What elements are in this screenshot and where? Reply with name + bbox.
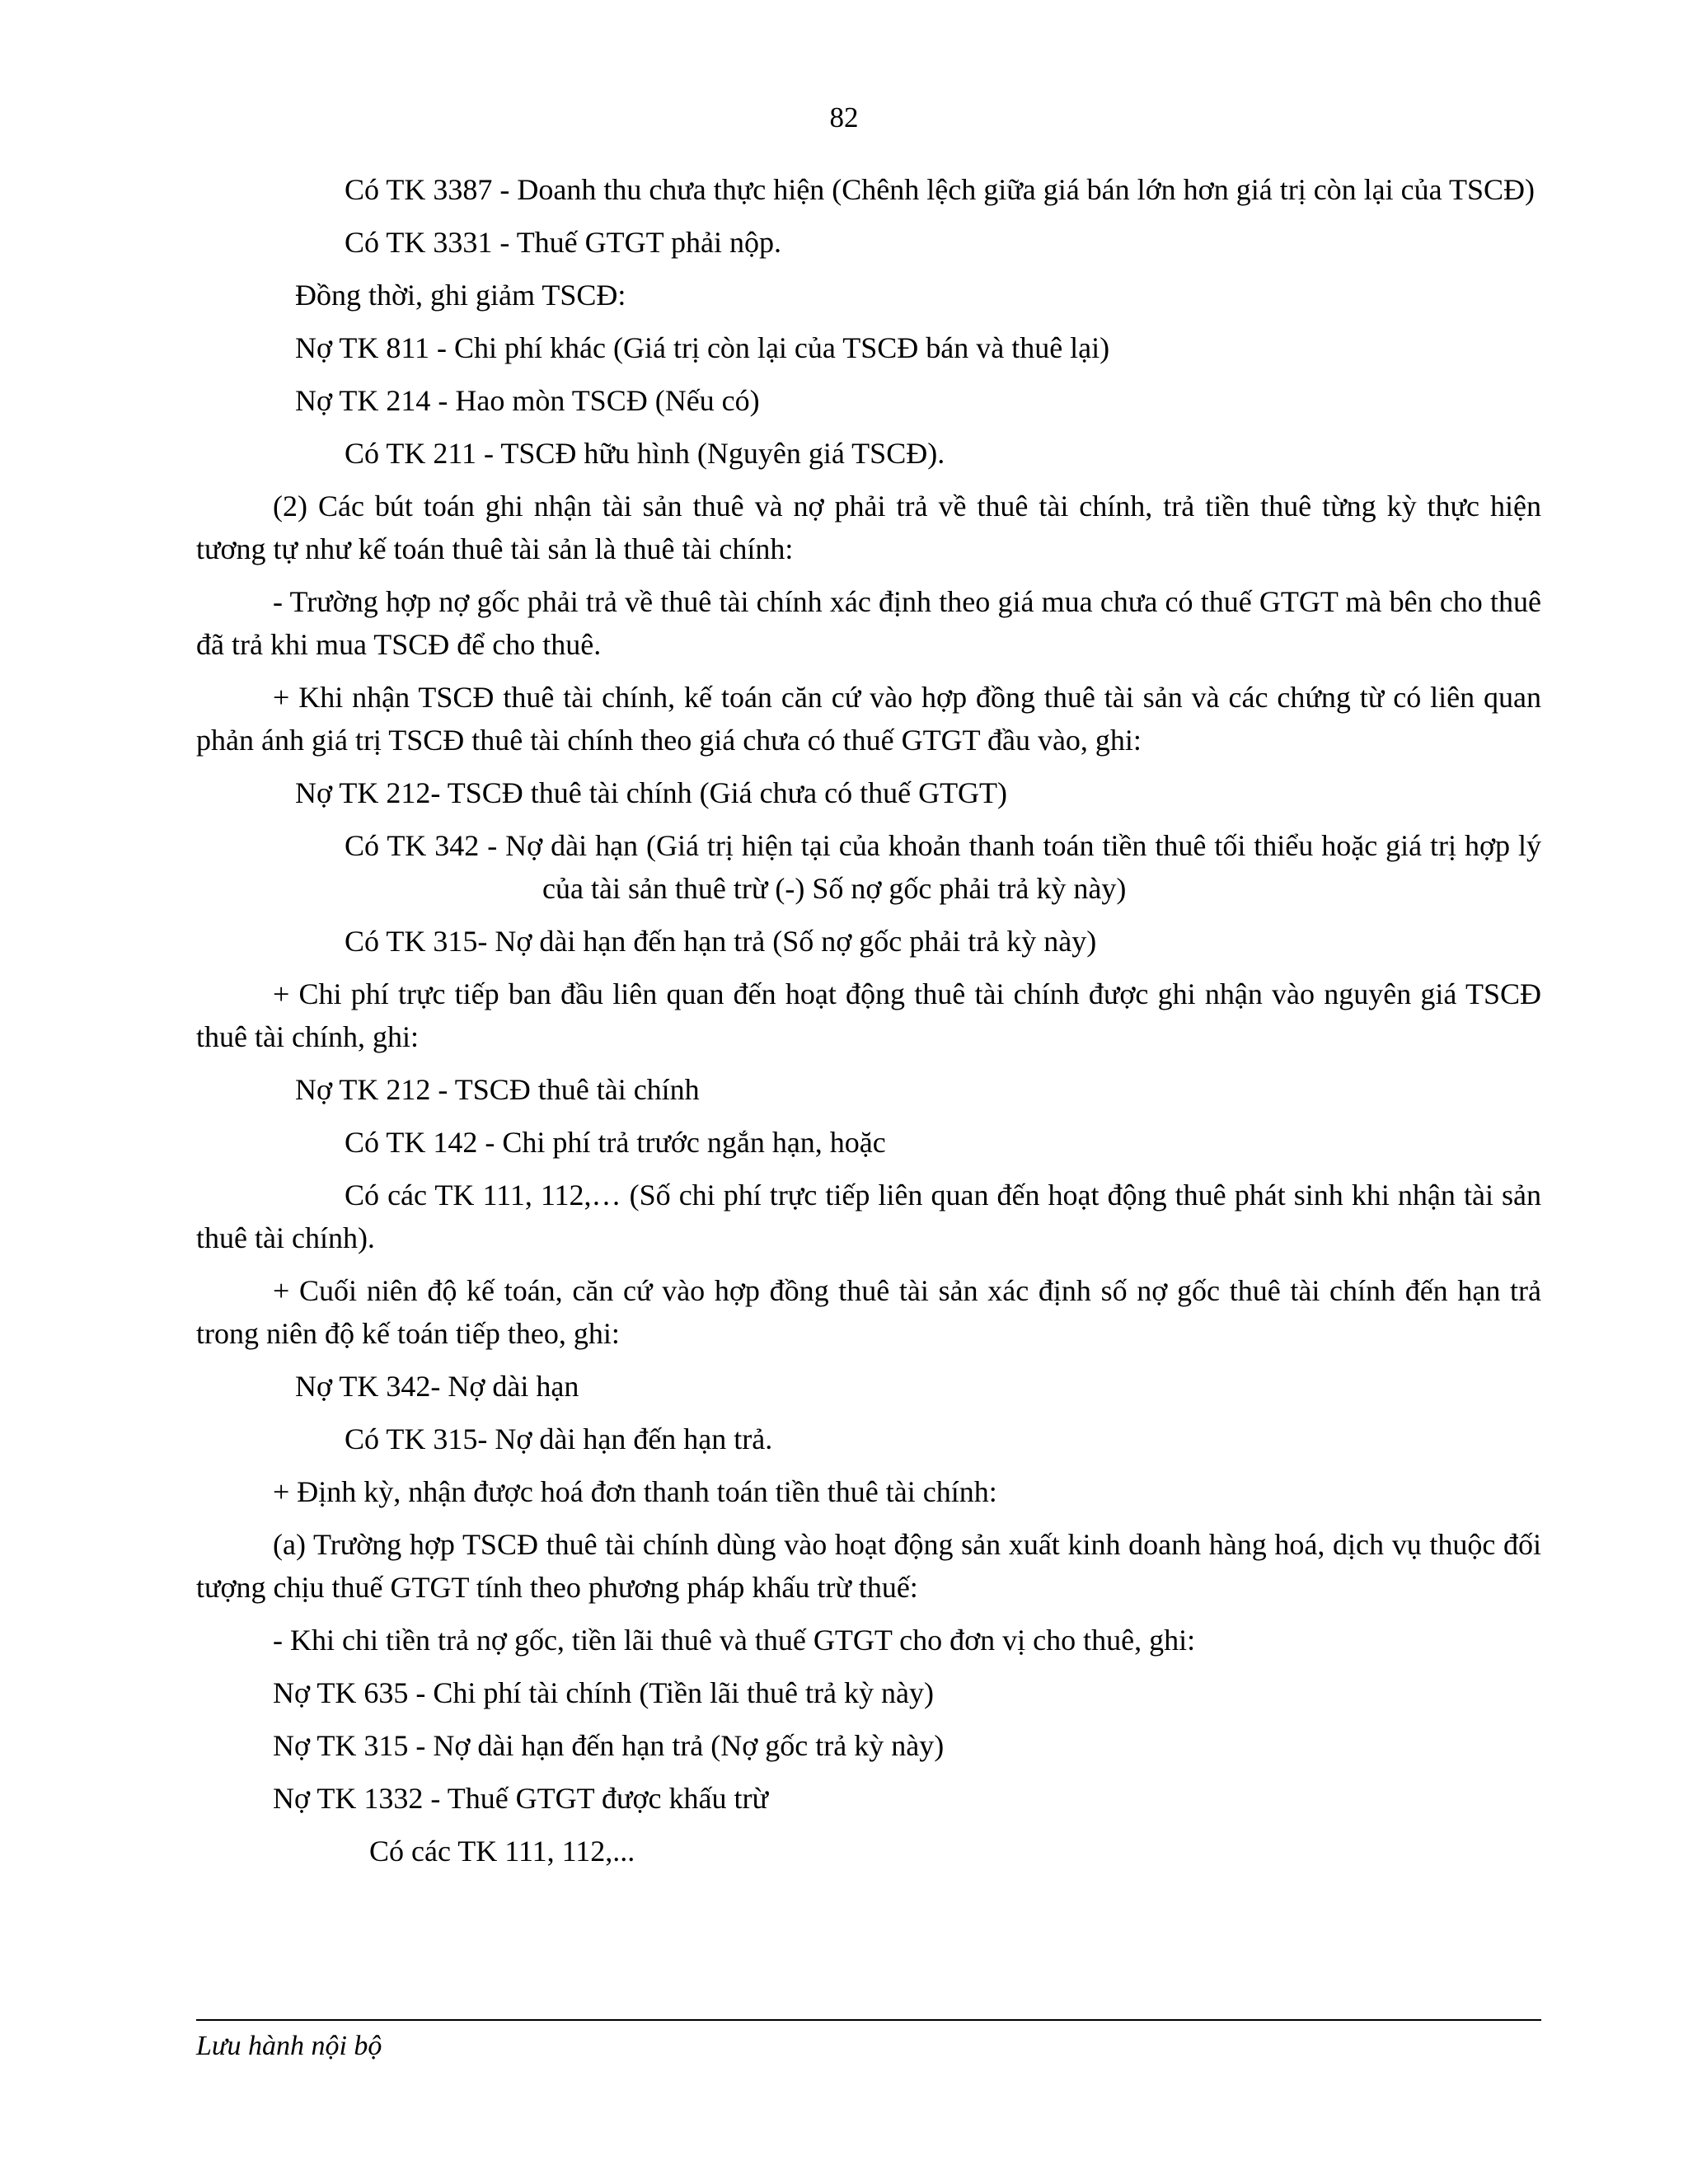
paragraph: Có TK 142 - Chi phí trả trước ngắn hạn, hoặc [345, 1126, 886, 1159]
paragraph: + Cuối niên độ kế toán, căn cứ vào hợp đồng thuê tài sản xác định số nợ gốc thuê tài chính đến hạn trả trong niên độ kế toán tiếp theo, ghi: [196, 1274, 1541, 1350]
footer-divider [196, 2019, 1541, 2021]
paragraph: - Trường hợp nợ gốc phải trả về thuê tài chính xác định theo giá mua chưa có thuế GTGT mà bên cho thuê đã trả khi mua TSCĐ để cho thuê. [196, 585, 1541, 661]
paragraph: Nợ TK 214 - Hao mòn TSCĐ (Nếu có) [295, 384, 760, 417]
paragraph: (a) Trường hợp TSCĐ thuê tài chính dùng vào hoạt động sản xuất kinh doanh hàng hoá, dịch vụ thuộc đối tượng chịu thuế GTGT tính theo phương pháp khấu trừ thuế: [196, 1528, 1541, 1604]
paragraph: + Định kỳ, nhận được hoá đơn thanh toán tiền thuê tài chính: [273, 1475, 997, 1508]
paragraph: (2) Các bút toán ghi nhận tài sản thuê và nợ phải trả về thuê tài chính, trả tiền thuê từng kỳ thực hiện tương tự như kế toán thuê tài sản là thuê tài chính: [196, 490, 1541, 565]
paragraph: Nợ TK 342- Nợ dài hạn [295, 1370, 579, 1403]
paragraph: Có TK 342 - Nợ dài hạn (Giá trị hiện tại của khoản thanh toán tiền thuê tối thiểu hoặc giá trị hợp lý của tài sản thuê trừ (-) Số nợ gốc phải trả kỳ này) [345, 829, 1541, 905]
paragraph: Có TK 211 - TSCĐ hữu hình (Nguyên giá TSCĐ). [345, 437, 945, 470]
paragraph: + Chi phí trực tiếp ban đầu liên quan đến hoạt động thuê tài chính được ghi nhận vào nguyên giá TSCĐ thuê tài chính, ghi: [196, 977, 1541, 1053]
paragraph: Nợ TK 635 - Chi phí tài chính (Tiền lãi thuê trả kỳ này) [273, 1676, 934, 1709]
paragraph: Có TK 3387 - Doanh thu chưa thực hiện (Chênh lệch giữa giá bán lớn hơn giá trị còn lại của TSCĐ) [345, 173, 1535, 206]
paragraph: Có TK 315- Nợ dài hạn đến hạn trả. [345, 1422, 773, 1455]
paragraph: Có các TK 111, 112,… (Số chi phí trực tiếp liên quan đến hoạt động thuê phát sinh khi nhận tài sản thuê tài chính). [196, 1179, 1541, 1254]
paragraph: Nợ TK 315 - Nợ dài hạn đến hạn trả (Nợ gốc trả kỳ này) [273, 1729, 945, 1762]
paragraph: - Khi chi tiền trả nợ gốc, tiền lãi thuê và thuế GTGT cho đơn vị cho thuê, ghi: [273, 1624, 1196, 1657]
document-body [196, 168, 1541, 1882]
paragraph: Nợ TK 811 - Chi phí khác (Giá trị còn lại của TSCĐ bán và thuê lại) [295, 331, 1110, 364]
footer-text: Lưu hành nội bộ [196, 2031, 382, 2061]
paragraph: Có TK 3331 - Thuế GTGT phải nộp. [345, 226, 781, 259]
paragraph: Có các TK 111, 112,... [369, 1835, 635, 1868]
paragraph: Đồng thời, ghi giảm TSCĐ: [295, 279, 626, 312]
page-number: 82 [829, 101, 859, 134]
paragraph: Có TK 315- Nợ dài hạn đến hạn trả (Số nợ gốc phải trả kỳ này) [345, 925, 1097, 958]
paragraph: Nợ TK 1332 - Thuế GTGT được khấu trừ [273, 1782, 769, 1815]
paragraph: Nợ TK 212- TSCĐ thuê tài chính (Giá chưa có thuế GTGT) [295, 776, 1008, 809]
paragraph: Nợ TK 212 - TSCĐ thuê tài chính [295, 1073, 700, 1106]
paragraph: + Khi nhận TSCĐ thuê tài chính, kế toán căn cứ vào hợp đồng thuê tài sản và các chứng từ có liên quan phản ánh giá trị TSCĐ thuê tài chính theo giá chưa có thuế GTGT đầu vào, ghi: [196, 681, 1541, 757]
